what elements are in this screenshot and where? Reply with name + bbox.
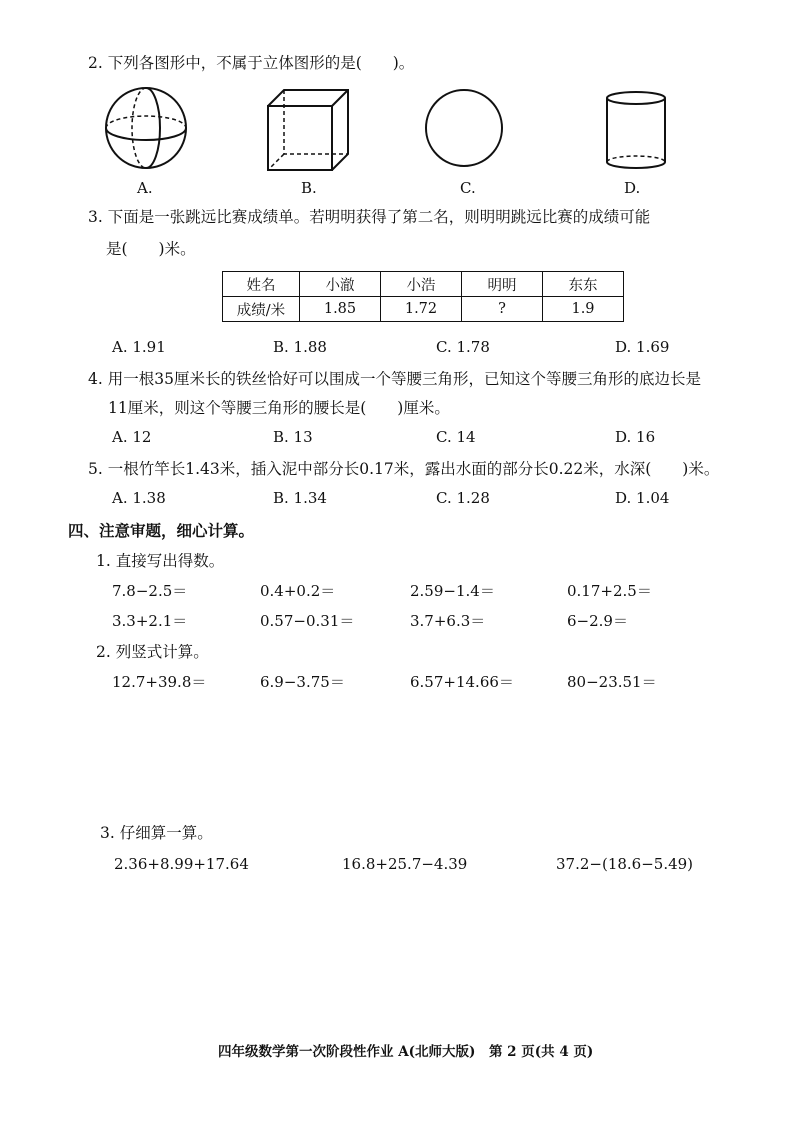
q4-option-a: A. 12 bbox=[112, 428, 152, 446]
q4-option-c: C. 14 bbox=[436, 428, 476, 446]
table-cell: 1.9 bbox=[543, 297, 624, 322]
q3-option-a: A. 1.91 bbox=[112, 338, 166, 356]
table-row bbox=[223, 297, 624, 322]
calc-item: 6.57+14.66＝ bbox=[410, 673, 514, 691]
part1-title: 1. 直接写出得数。 bbox=[96, 552, 225, 570]
q2-option-d: D. bbox=[624, 179, 641, 197]
calc-item: 0.17+2.5＝ bbox=[567, 582, 652, 600]
calc-item: 0.57−0.31＝ bbox=[260, 612, 355, 630]
cube-icon bbox=[266, 88, 350, 172]
table-cell: 东东 bbox=[543, 272, 624, 297]
q4-option-d: D. 16 bbox=[615, 428, 656, 446]
table-cell: 1.72 bbox=[381, 297, 462, 322]
sphere-icon bbox=[104, 86, 188, 170]
q3-option-c: C. 1.78 bbox=[436, 338, 490, 356]
table-cell: 小澈 bbox=[300, 272, 381, 297]
score-table bbox=[222, 271, 624, 322]
calc-item: 2.36+8.99+17.64 bbox=[114, 855, 249, 873]
q2-option-c: C. bbox=[460, 179, 476, 197]
section-title: 四、注意审题，细心计算。 bbox=[68, 521, 255, 540]
calc-item: 6−2.9＝ bbox=[567, 612, 628, 630]
q4-option-b: B. 13 bbox=[273, 428, 313, 446]
q5-option-a: A. 1.38 bbox=[112, 489, 166, 507]
calc-item: 3.7+6.3＝ bbox=[410, 612, 486, 630]
table-cell: 成绩/米 bbox=[223, 297, 300, 322]
q2-question: 2. 下列各图形中，不属于立体图形的是( )。 bbox=[88, 54, 415, 72]
table-cell: ? bbox=[462, 297, 543, 322]
table-cell: 姓名 bbox=[223, 272, 300, 297]
calc-item: 7.8−2.5＝ bbox=[112, 582, 188, 600]
q5-option-c: C. 1.28 bbox=[436, 489, 490, 507]
q4-line2: 11厘米，则这个等腰三角形的腰长是( )厘米。 bbox=[108, 399, 450, 417]
q4-line1: 4. 用一根35厘米长的铁丝恰好可以围成一个等腰三角形，已知这个等腰三角形的底边长是 bbox=[88, 370, 701, 388]
q3-line2: 是( )米。 bbox=[106, 240, 196, 258]
calc-item: 12.7+39.8＝ bbox=[112, 673, 207, 691]
table-cell: 明明 bbox=[462, 272, 543, 297]
q2-option-b: B. bbox=[301, 179, 317, 197]
q5-option-d: D. 1.04 bbox=[615, 489, 670, 507]
part3-title: 3. 仔细算一算。 bbox=[100, 824, 213, 842]
part2-title: 2. 列竖式计算。 bbox=[96, 643, 209, 661]
q3-option-d: D. 1.69 bbox=[615, 338, 670, 356]
q2-option-a: A. bbox=[137, 179, 153, 197]
q5-option-b: B. 1.34 bbox=[273, 489, 327, 507]
cylinder-icon bbox=[605, 90, 667, 170]
q3-line1: 3. 下面是一张跳远比赛成绩单。若明明获得了第二名，则明明跳远比赛的成绩可能 bbox=[88, 208, 651, 226]
calc-item: 2.59−1.4＝ bbox=[410, 582, 495, 600]
q5-line1: 5. 一根竹竿长1.43米，插入泥中部分长0.17米，露出水面的部分长0.22米，水深( )米。 bbox=[88, 460, 720, 478]
calc-item: 0.4+0.2＝ bbox=[260, 582, 336, 600]
calc-item: 80−23.51＝ bbox=[567, 673, 657, 691]
table-header-row bbox=[223, 272, 624, 297]
q3-option-b: B. 1.88 bbox=[273, 338, 327, 356]
circle-icon bbox=[424, 88, 504, 168]
page-footer: 四年级数学第一次阶段性作业 A(北师大版) 第 2 页(共 4 页) bbox=[218, 1044, 594, 1060]
calc-item: 3.3+2.1＝ bbox=[112, 612, 188, 630]
calc-item: 6.9−3.75＝ bbox=[260, 673, 345, 691]
calc-item: 16.8+25.7−4.39 bbox=[342, 855, 468, 873]
table-cell: 小浩 bbox=[381, 272, 462, 297]
table-cell: 1.85 bbox=[300, 297, 381, 322]
calc-item: 37.2−(18.6−5.49) bbox=[556, 855, 694, 873]
